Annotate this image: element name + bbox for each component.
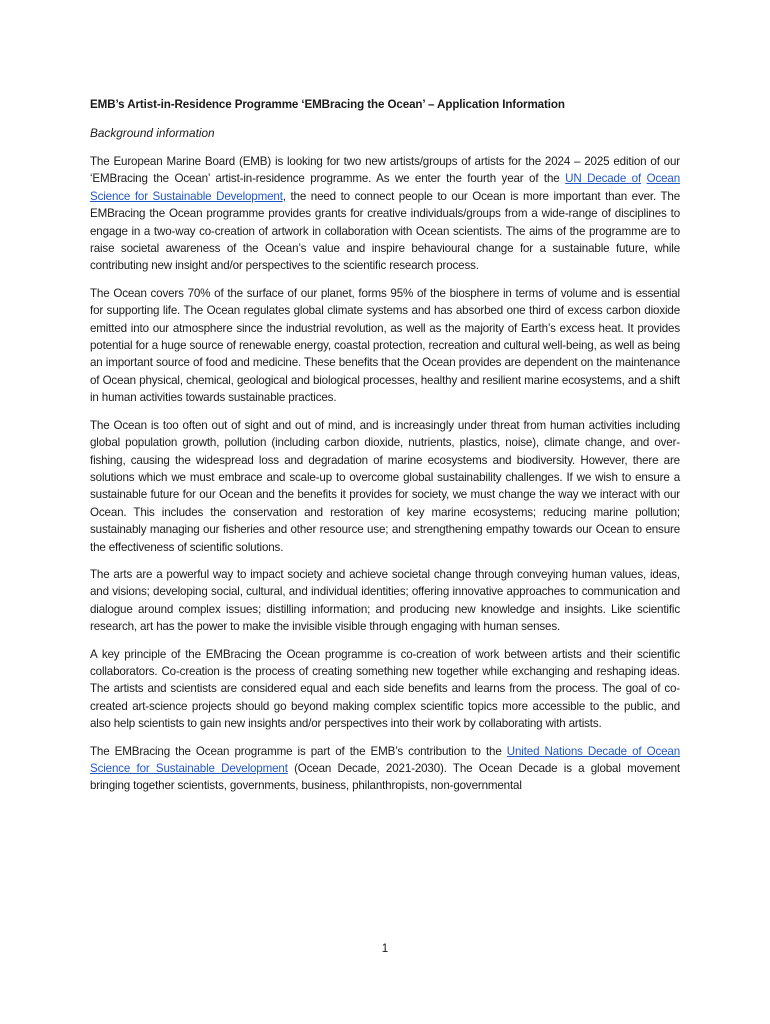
document-title: EMB’s Artist-in-Residence Programme ‘EMBracing the Ocean’ – Application Information [90,98,565,111]
section-heading: Background information [90,126,215,140]
document-page [90,96,680,805]
paragraph-arts: The arts are a powerful way to impact society and achieve societal change through conveying human values, ideas, and visions; developing social, cultural, and individual identities; offering innovative approaches to communication and dialogue around complex issues; distilling information; and producing new knowledge and insights. Like scientific research, art has the power to make the invisible visible through engaging with human senses. [90,567,680,634]
paragraph-intro-text-c: , the need to connect people to our Ocean is more important than ever. The EMBracing the Ocean programme provides grants for creative individuals/groups from a wide-range of disciplines to engage in a two-way co-creation of artwork in collaboration with Ocean scientists. The aims of the programme are to raise societal awareness of the Ocean’s value and inspire behavioural change for a sustainable future, while contributing new insight and/or perspectives to the scientific research process. [90,189,681,273]
paragraph-co-creation: A key principle of the EMBracing the Ocean programme is co-creation of work between artists and their scientific collaborators. Co-creation is the process of creating something new together while exchanging and reshaping ideas. The artists and scientists are considered equal and each side benefits and learns from the process. The goal of co-created art-science projects should go beyond making complex scientific topics more accessible to the public, and also help scientists to gain new insights and/or perspectives into their work by collaborating with artists. [90,647,680,731]
un-decade-link[interactable]: UN Decade of [565,172,642,186]
un-ocean-decade-link[interactable]: United Nations Decade of Ocean Science for Sustainable Development [90,744,680,775]
paragraph-intro [90,153,680,275]
paragraph-ocean-decade [90,743,680,795]
paragraph-ocean-decade-text-b: (Ocean Decade, 2021-2030). The Ocean Decade is a global movement bringing together scientists, governments, business, philanthropists, non-governmental [90,762,681,793]
paragraph-threats: The Ocean is too often out of sight and out of mind, and is increasingly under threat from human activities including global population growth, pollution (including carbon dioxide, nutrients, plastics, noise), climate change, and over-fishing, causing the widespread loss and degradation of marine ecosystems and biodiversity. However, there are solutions which we must embrace and scale-up to overcome global sustainability challenges. If we wish to ensure a sustainable future for our Ocean and the benefits it provides for society, we must change the way we interact with our Ocean. This includes the conservation and restoration of key marine ecosystems; reducing marine pollution; sustainably managing our fisheries and other resource use; and strengthening empathy towards our Ocean to ensure the effectiveness of scientific solutions. [90,418,680,554]
page-number: 1 [381,942,389,955]
paragraph-ocean-decade-text-a: The EMBracing the Ocean programme is part of the EMB’s contribution to the [90,744,507,758]
ocean-science-link[interactable]: Ocean Science for Sustainable Development [90,172,680,203]
paragraph-intro-text-a: The European Marine Board (EMB) is looking for two new artists/groups of artists for the 2024 – 2025 edition of our ‘EMBracing the Ocean’ artist-in-residence programme. As we enter the fourth year of the [90,155,680,186]
paragraph-ocean-facts: The Ocean covers 70% of the surface of our planet, forms 95% of the biosphere in terms of volume and is essential for supporting life. The Ocean regulates global climate systems and has absorbed one third of excess carbon dioxide emitted into our atmosphere since the industrial revolution, as well as the majority of Earth’s excess heat. It provides potential for a huge source of renewable energy, coastal protection, recreation and cultural well-being, as well as being an important source of food and medicine. These benefits that the Ocean provides are dependent on the maintenance of Ocean physical, chemical, geological and biological processes, healthy and resilient marine ecosystems, and a shift in human activities towards sustainable practices. [90,286,680,405]
